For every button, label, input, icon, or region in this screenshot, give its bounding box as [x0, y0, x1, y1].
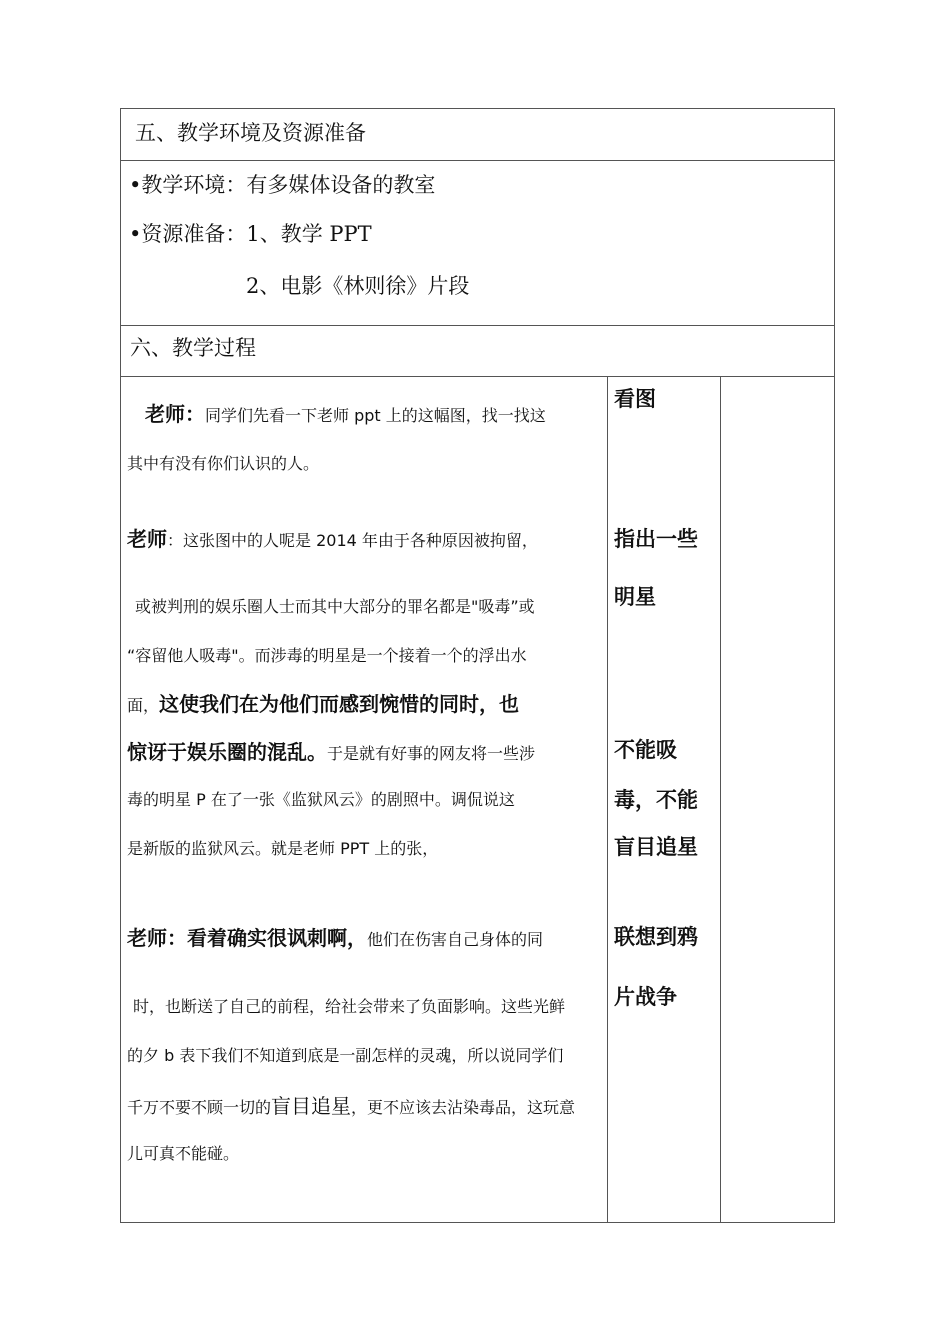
column-divider-2 [720, 376, 721, 1223]
dialogue-line: 千万不要不顾一切的盲目追星，更不应该去沾染毒品，这玩意 [127, 1094, 576, 1118]
dialogue-line: 或被判刑的娱乐圈人士而其中大部分的罪名都是"吸毒”或 [135, 597, 535, 616]
resource-line-2: 2、电影《林则徐》片段 [246, 274, 470, 298]
section5-title: 五、教学环境及资源准备 [135, 121, 366, 145]
emphasis-text: 这使我们在为他们而感到惋惜的同时，也 [159, 692, 520, 716]
dialogue-line: 老师：同学们先看一下老师 ppt 上的这幅图，找一找这 [145, 402, 546, 426]
emphasis-text: 盲目追星 [271, 1094, 352, 1118]
resource-line-1: •资源准备：1、教学 PPT [129, 222, 372, 246]
activity-note: 指出一些 [614, 527, 698, 551]
speaker-label: 老师 [127, 527, 167, 551]
environment-line: •教学环境：有多媒体设备的教室 [129, 173, 436, 197]
dialogue-line: 的夕 b 表下我们不知道到底是一副怎样的灵魂，所以说同学们 [127, 1046, 564, 1065]
dialogue-line: 老师：这张图中的人呢是 2014 年由于各种原因被拘留， [127, 527, 538, 551]
dialogue-line: 毒的明星 P 在了一张《监狱风云》的剧照中。调侃说这 [127, 790, 515, 809]
dialogue-line: 老师：看着确实很讽刺啊，他们在伤害自己身体的同 [127, 926, 544, 950]
activity-note: 不能吸 [614, 738, 677, 762]
dialogue-line: 时，也断送了自己的前程，给社会带来了负面影响。这些光鲜 [133, 997, 566, 1016]
dialogue-line: 面，这使我们在为他们而感到惋惜的同时，也 [127, 692, 520, 716]
dialogue-line: 惊讶于娱乐圈的混乱。于是就有好事的网友将一些涉 [127, 740, 536, 764]
section5-header-cell [120, 108, 835, 161]
dialogue-line: 是新版的监狱风云。就是老师 PPT 上的张， [127, 839, 439, 858]
section6-header-cell [120, 325, 835, 377]
speaker-label: 老师：看着确实很讽刺啊， [127, 926, 367, 950]
column-divider-1 [607, 376, 608, 1223]
dialogue-line: 儿可真不能碰。 [127, 1144, 240, 1163]
dialogue-line: 其中有没有你们认识的人。 [127, 454, 320, 473]
emphasis-text: 惊讶于娱乐圈的混乱。 [127, 740, 327, 764]
speaker-label: 老师： [145, 402, 205, 426]
activity-note: 明星 [614, 585, 656, 609]
activity-note: 联想到鸦 [614, 925, 698, 949]
activity-note: 盲目追星 [614, 835, 698, 859]
activity-note: 看图 [614, 387, 656, 411]
resources-cell [120, 160, 835, 326]
dialogue-line: “容留他人吸毒"。而涉毒的明星是一个接着一个的浮出水 [127, 646, 527, 665]
activity-note: 片战争 [614, 985, 677, 1009]
activity-note: 毒，不能 [614, 788, 698, 812]
section6-title: 六、教学过程 [130, 336, 256, 360]
